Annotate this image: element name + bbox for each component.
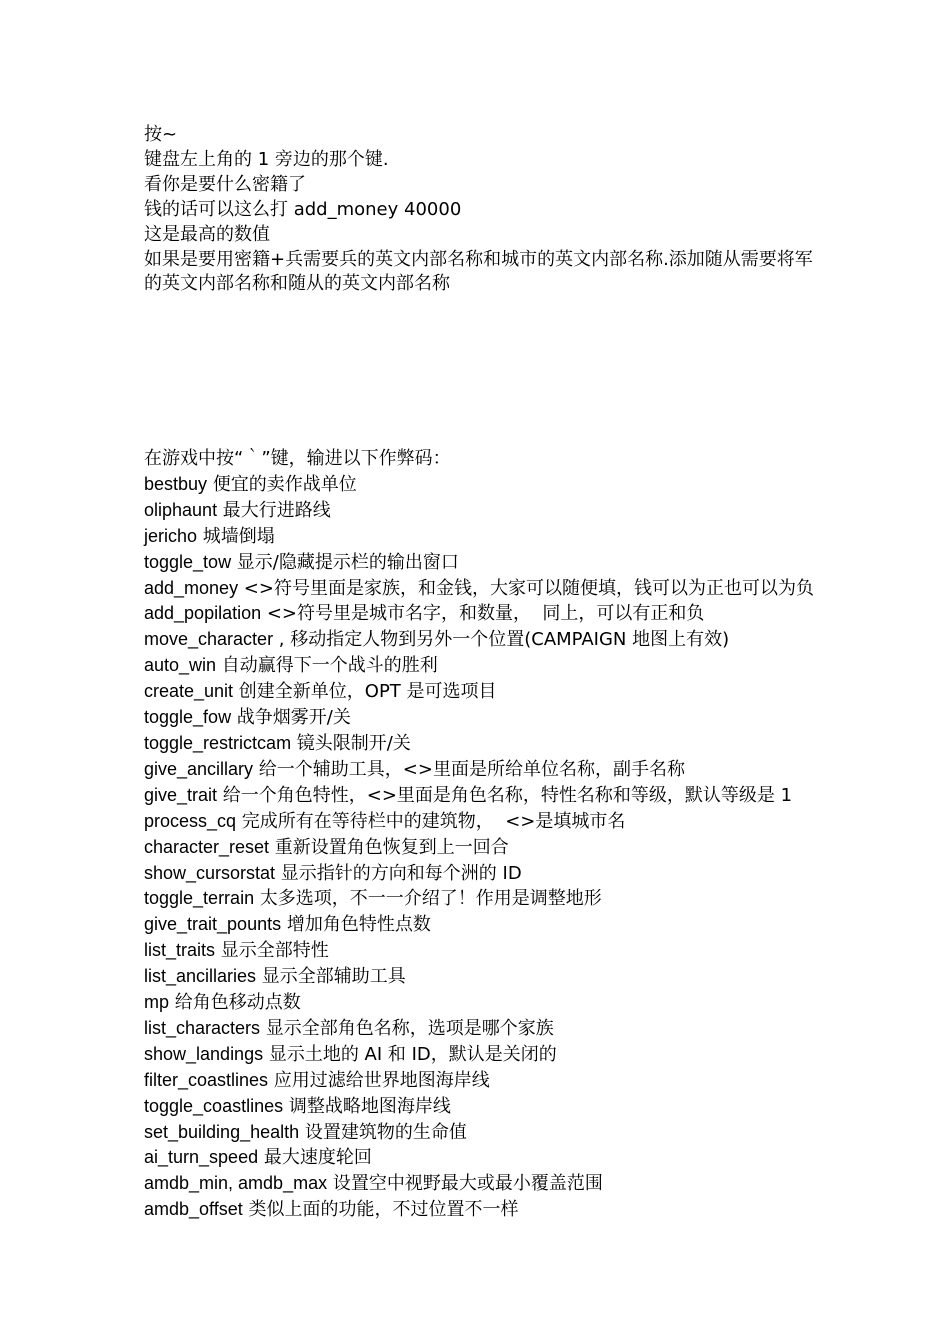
cheat-row: [144, 472, 814, 498]
cheat-description: <>符号里是城市名字，和数量， 同上，可以有正和负: [261, 603, 705, 625]
cheat-row: [144, 498, 814, 524]
cheat-description: 最大行进路线: [217, 499, 331, 521]
cheat-row: [144, 524, 814, 550]
cheat-description: 最大速度轮回: [258, 1147, 372, 1169]
cheat-description: 显示指针的方向和每个洲的 ID: [275, 862, 522, 884]
intro-line: 这是最高的数值: [144, 223, 270, 245]
cheat-code: add_money: [144, 577, 239, 598]
cheat-description: 自动赢得下一个战斗的胜利: [216, 655, 438, 677]
cheat-row: [144, 1145, 814, 1171]
cheat-row: [144, 1120, 814, 1146]
cheat-row: [144, 679, 814, 705]
cheat-row: [144, 938, 814, 964]
cheat-row: [144, 912, 814, 938]
intro-line: 按~: [144, 124, 178, 145]
cheat-code: toggle_fow: [144, 707, 232, 728]
cheat-description: 给角色移动点数: [169, 992, 301, 1014]
cheats-section: [144, 447, 814, 1223]
cheat-row: [144, 731, 814, 757]
cheat-row: [144, 1171, 814, 1197]
cheat-code: toggle_tow: [144, 551, 232, 572]
cheat-row: [144, 861, 814, 887]
cheat-description: 类似上面的功能，不过位置不一样: [242, 1199, 519, 1221]
cheat-row: [144, 576, 814, 602]
cheat-description: 增加角色特性点数: [281, 914, 431, 936]
cheat-code: auto_win: [144, 655, 217, 676]
intro-line: 键盘左上角的 1 旁边的那个键.: [144, 148, 389, 170]
intro-line: 如果是要用密籍+兵需要兵的英文内部名称和城市的英文内部名称.添加随从需要将军的英文内部名称和随从的英文内部名称: [144, 248, 813, 295]
cheat-description: 调整战略地图海岸线: [283, 1095, 451, 1117]
cheat-code: toggle_restrictcam: [144, 732, 292, 753]
cheat-description: 完成所有在等待栏中的建筑物， <>是填城市名: [236, 810, 626, 832]
cheat-code: amdb_offset: [144, 1199, 243, 1220]
cheat-code: move_character: [144, 629, 274, 650]
cheat-description: 显示/隐藏提示栏的输出窗口: [231, 551, 459, 573]
cheat-code: ai_turn_speed: [144, 1147, 259, 1168]
cheat-code: create_unit: [144, 681, 234, 702]
cheat-description: 创建全新单位，OPT 是可选项目: [233, 681, 497, 703]
cheat-code: oliphaunt: [144, 499, 218, 520]
cheat-description: 镜头限制开/关: [291, 732, 411, 754]
cheat-code: jericho: [144, 525, 198, 546]
cheat-code: add_popilation: [144, 603, 262, 624]
cheat-row: [144, 627, 814, 653]
cheat-description: 应用过滤给世界地图海岸线: [268, 1069, 490, 1091]
cheat-description: 重新设置角色恢复到上一回合: [269, 836, 509, 858]
cheat-row: [144, 783, 814, 809]
cheat-row: [144, 809, 814, 835]
cheat-description: 战争烟雾开/关: [231, 707, 351, 729]
cheat-description: 便宜的卖作战单位: [207, 473, 357, 495]
cheat-code: filter_coastlines: [144, 1069, 269, 1090]
cheat-row: [144, 653, 814, 679]
cheat-description: 城墙倒塌: [197, 525, 275, 547]
cheat-code: mp: [144, 992, 170, 1013]
cheat-row: [144, 757, 814, 783]
cheat-code: character_reset: [144, 836, 270, 857]
cheat-row: [144, 1042, 814, 1068]
cheat-code: toggle_coastlines: [144, 1095, 284, 1116]
cheat-row: [144, 1094, 814, 1120]
cheat-description: 给一个辅助工具，<>里面是所给单位名称，副手名称: [253, 758, 685, 780]
cheat-description: 设置建筑物的生命值: [299, 1121, 467, 1143]
cheat-code: give_trait: [144, 784, 218, 805]
cheat-description: 显示全部特性: [215, 940, 329, 962]
cheat-row: [144, 601, 814, 627]
cheat-description: 太多选项，不一一介绍了！作用是调整地形: [254, 888, 602, 910]
intro-section: [144, 123, 814, 297]
cheat-description: 显示土地的 AI 和 ID，默认是关闭的: [263, 1043, 557, 1065]
cheat-code: process_cq: [144, 810, 237, 831]
cheat-code: list_traits: [144, 940, 216, 961]
cheat-code: give_trait_pounts: [144, 914, 282, 935]
cheats-header: 在游戏中按“｀”键，输进以下作弊码：: [144, 448, 451, 469]
cheat-row: [144, 550, 814, 576]
cheat-description: 显示全部辅助工具: [256, 966, 406, 988]
cheat-row: [144, 705, 814, 731]
intro-line: 钱的话可以这么打 add_money 40000: [144, 198, 462, 220]
cheat-list: [144, 472, 814, 1223]
intro-line: 看你是要什么密籍了: [144, 173, 306, 195]
cheat-description: , 移动指定人物到另外一个位置(CAMPAIGN 地图上有效): [273, 629, 730, 651]
cheat-description: 设置空中视野最大或最小覆盖范围: [327, 1173, 603, 1195]
cheat-description: <>符号里面是家族，和金钱，大家可以随便填，钱可以为正也可以为负: [238, 577, 814, 599]
cheat-code: bestbuy: [144, 473, 208, 494]
cheat-row: [144, 835, 814, 861]
cheat-code: show_landings: [144, 1043, 264, 1064]
cheat-code: list_ancillaries: [144, 966, 257, 987]
cheat-code: show_cursorstat: [144, 862, 276, 883]
cheat-description: 给一个角色特性，<>里面是角色名称，特性名称和等级，默认等级是 1: [217, 784, 793, 806]
cheat-row: [144, 990, 814, 1016]
cheat-row: [144, 886, 814, 912]
cheat-code: list_characters: [144, 1017, 261, 1038]
cheat-code: set_building_health: [144, 1121, 300, 1142]
cheat-code: amdb_min, amdb_max: [144, 1173, 328, 1194]
cheat-row: [144, 964, 814, 990]
cheat-row: [144, 1197, 814, 1223]
cheat-row: [144, 1068, 814, 1094]
cheat-code: give_ancillary: [144, 758, 254, 779]
cheat-description: 显示全部角色名称，选项是哪个家族: [260, 1017, 554, 1039]
cheat-code: toggle_terrain: [144, 888, 255, 909]
cheat-row: [144, 1016, 814, 1042]
